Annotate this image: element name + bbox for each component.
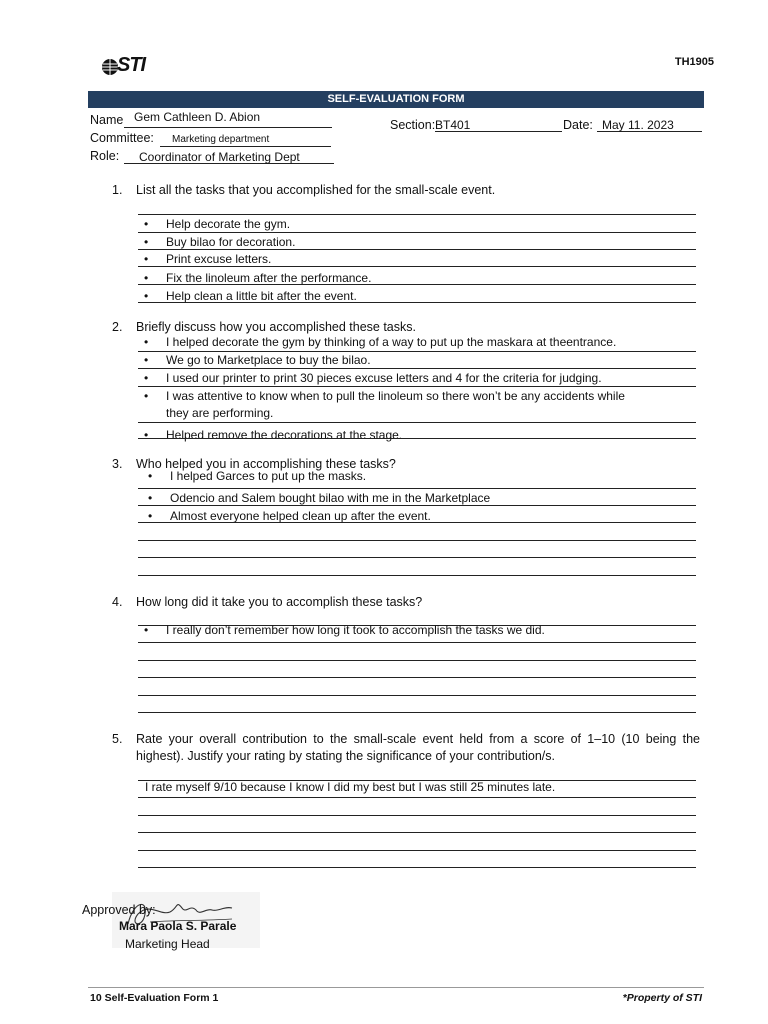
- date-field[interactable]: [597, 117, 702, 132]
- answer-1-1[interactable]: [144, 217, 290, 231]
- answer-3-2[interactable]: [148, 491, 490, 505]
- answer-line: [138, 249, 696, 250]
- bullet: •: [148, 509, 153, 523]
- form-code: TH1905: [674, 56, 714, 68]
- answer-line: [138, 368, 696, 369]
- answer-1-3[interactable]: [144, 252, 271, 266]
- question-3-number: 3.: [112, 457, 123, 471]
- answer-3-1[interactable]: [148, 469, 366, 483]
- section-value: BT401: [435, 118, 471, 132]
- answer-text: Help clean a little bit after the event.: [166, 289, 357, 303]
- bullet: •: [144, 289, 149, 303]
- question-4-number: 4.: [112, 595, 123, 609]
- answer-text: We go to Marketplace to buy the bilao.: [166, 353, 371, 367]
- answer-2-5[interactable]: [144, 428, 402, 442]
- answer-text: Buy bilao for decoration.: [166, 235, 296, 249]
- logo-text: STI: [117, 54, 146, 76]
- bullet: •: [144, 371, 149, 385]
- date-label: Date:: [563, 118, 593, 132]
- approver-position: Marketing Head: [125, 937, 210, 951]
- answer-text: Print excuse letters.: [166, 252, 272, 266]
- bullet: •: [144, 389, 149, 403]
- bullet: •: [144, 271, 149, 285]
- answer-text: I helped Garces to put up the masks.: [170, 469, 367, 483]
- answer-2-1[interactable]: [144, 335, 616, 349]
- answer-line: [138, 438, 696, 439]
- answer-line: [138, 522, 696, 523]
- answer-line: [138, 712, 696, 713]
- answer-line: [138, 505, 696, 506]
- answer-text: I really don’t remember how long it took to accomplish the tasks we did.: [166, 623, 545, 637]
- approved-by-label: Approved by:: [82, 903, 156, 917]
- question-2-text: Briefly discuss how you accomplished these tasks.: [136, 320, 416, 334]
- question-3-text: Who helped you in accomplishing these tasks?: [136, 457, 396, 471]
- answer-3-3[interactable]: [148, 509, 431, 523]
- bullet: •: [144, 353, 149, 367]
- section-field[interactable]: [435, 117, 562, 132]
- answer-text: I used our printer to print 30 pieces excuse letters and 4 for the criteria for judging.: [166, 371, 602, 385]
- name-field[interactable]: [124, 110, 332, 128]
- name-value: Gem Cathleen D. Abion: [134, 110, 261, 124]
- footer-divider: [88, 987, 704, 988]
- question-5-text-line1: Rate your overall contribution to the small-scale event held from a score of 1–10 (10 being the: [136, 732, 700, 746]
- answer-2-2[interactable]: [144, 353, 371, 367]
- answer-line: [138, 557, 696, 558]
- committee-value: Marketing department: [172, 134, 270, 145]
- answer-line: [138, 214, 696, 215]
- role-field[interactable]: [124, 148, 334, 164]
- answer-2-3[interactable]: [144, 371, 602, 385]
- answer-line: [138, 540, 696, 541]
- answer-line: [138, 660, 696, 661]
- approver-name: Mara Paola S. Parale: [119, 919, 237, 933]
- answer-text: Odencio and Salem bought bilao with me in the Marketplace: [170, 491, 491, 505]
- answer-line: [138, 422, 696, 423]
- answer-line: [138, 797, 696, 798]
- answer-line: [138, 575, 696, 576]
- answer-line: [138, 695, 696, 696]
- question-5-text-line2: highest). Justify your rating by stating the significance of your contribution/s.: [136, 749, 555, 763]
- answer-line: [138, 302, 696, 303]
- answer-line: [138, 488, 696, 489]
- answer-line: [138, 867, 696, 868]
- footer-right-text: *Property of STI: [622, 992, 702, 1004]
- answer-line: [138, 266, 696, 267]
- answer-5-1[interactable]: I rate myself 9/10 because I know I did my best but I was still 25 minutes late.: [145, 780, 556, 794]
- answer-text: I was attentive to know when to pull the linoleum so there won’t be any accidents while: [166, 389, 625, 403]
- bullet: •: [144, 217, 149, 231]
- answer-line: [138, 642, 696, 643]
- bullet: •: [148, 469, 153, 483]
- role-label: Role:: [90, 149, 120, 163]
- answer-text: I helped decorate the gym by thinking of a way to put up the maskara at theentrance.: [166, 335, 617, 349]
- committee-field[interactable]: [160, 131, 331, 147]
- answer-line: [138, 815, 696, 816]
- question-1-text: List all the tasks that you accomplished for the small-scale event.: [136, 183, 496, 197]
- answer-line: [138, 232, 696, 233]
- footer-left-text: 10 Self-Evaluation Form 1: [90, 992, 219, 1004]
- role-value: Coordinator of Marketing Dept: [139, 150, 300, 164]
- answer-2-4[interactable]: [144, 389, 625, 403]
- answer-text: Fix the linoleum after the performance.: [166, 271, 372, 285]
- answer-line: [138, 351, 696, 352]
- date-value: May 11. 2023: [602, 118, 674, 132]
- answer-4-1[interactable]: [144, 623, 545, 637]
- committee-label: Committee:: [90, 131, 154, 145]
- answer-line: [138, 284, 696, 285]
- answer-1-5[interactable]: [144, 289, 357, 303]
- question-4-text: How long did it take you to accomplish these tasks?: [136, 595, 423, 609]
- answer-2-4-cont: they are performing.: [166, 406, 274, 420]
- answer-line: [138, 850, 696, 851]
- bullet: •: [144, 335, 149, 349]
- question-2-number: 2.: [112, 320, 123, 334]
- answer-line: [138, 677, 696, 678]
- answer-text: Helped remove the decorations at the stage.: [166, 428, 403, 442]
- answer-text: Almost everyone helped clean up after the event.: [170, 509, 431, 523]
- bullet: •: [148, 491, 153, 505]
- name-label: Name: [90, 113, 124, 127]
- section-label: Section:: [390, 118, 436, 132]
- question-5-number: 5.: [112, 732, 123, 746]
- answer-text: Help decorate the gym.: [166, 217, 291, 231]
- answer-1-4[interactable]: [144, 271, 371, 285]
- bullet: •: [144, 428, 149, 442]
- bullet: •: [144, 623, 149, 637]
- bullet: •: [144, 235, 149, 249]
- answer-line: [138, 386, 696, 387]
- answer-1-2[interactable]: [144, 235, 295, 249]
- sti-logo: [101, 54, 171, 80]
- answer-line: [138, 832, 696, 833]
- form-title: SELF-EVALUATION FORM: [88, 91, 704, 108]
- bullet: •: [144, 252, 149, 266]
- question-1-number: 1.: [112, 183, 123, 197]
